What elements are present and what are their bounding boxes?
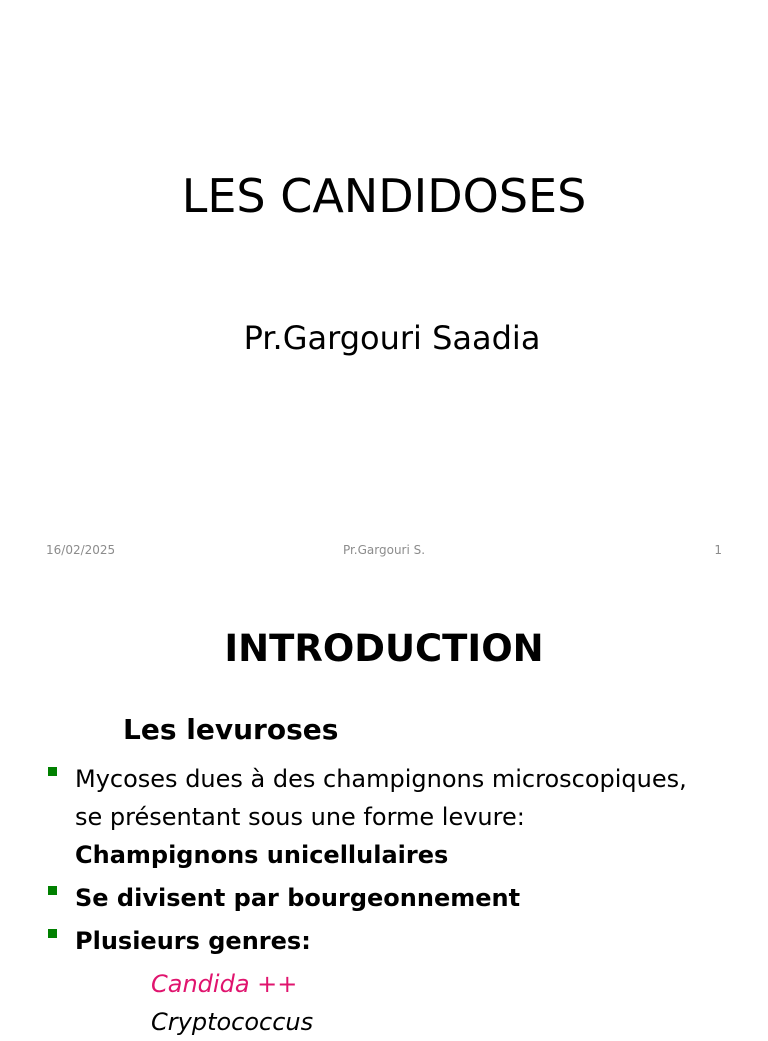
bullet-text: Mycoses dues à des champignons microscopiques, se présentant sous une forme levure: [75, 765, 687, 831]
bullet-bold-text: Champignons unicellulaires [75, 841, 449, 869]
footer-date: 16/02/2025 [46, 543, 116, 557]
slide-subheading: Les levuroses [123, 713, 339, 746]
slide-subtitle: Pr.Gargouri Saadia [243, 319, 541, 357]
introduction-slide [0, 576, 768, 1036]
bullet-bold-text: Se divisent par bourgeonnement [75, 884, 521, 912]
square-bullet-icon [48, 929, 57, 938]
genus-item-cryptococcus: Cryptococcus [151, 1008, 314, 1036]
footer-page-number: 1 [714, 543, 722, 557]
footer-author: Pr.Gargouri S. [342, 543, 426, 557]
square-bullet-icon [48, 886, 57, 895]
bullet-bold-text: Plusieurs genres: [75, 927, 311, 955]
bullet-item [0, 922, 768, 960]
genus-item-candida: Candida ++ [151, 970, 298, 998]
slide-heading: INTRODUCTION [224, 627, 544, 670]
bullet-list [0, 760, 768, 1041]
square-bullet-icon [48, 767, 57, 776]
bullet-item [0, 760, 768, 874]
bullet-item [0, 879, 768, 917]
slide-title: LES CANDIDOSES [181, 169, 587, 223]
